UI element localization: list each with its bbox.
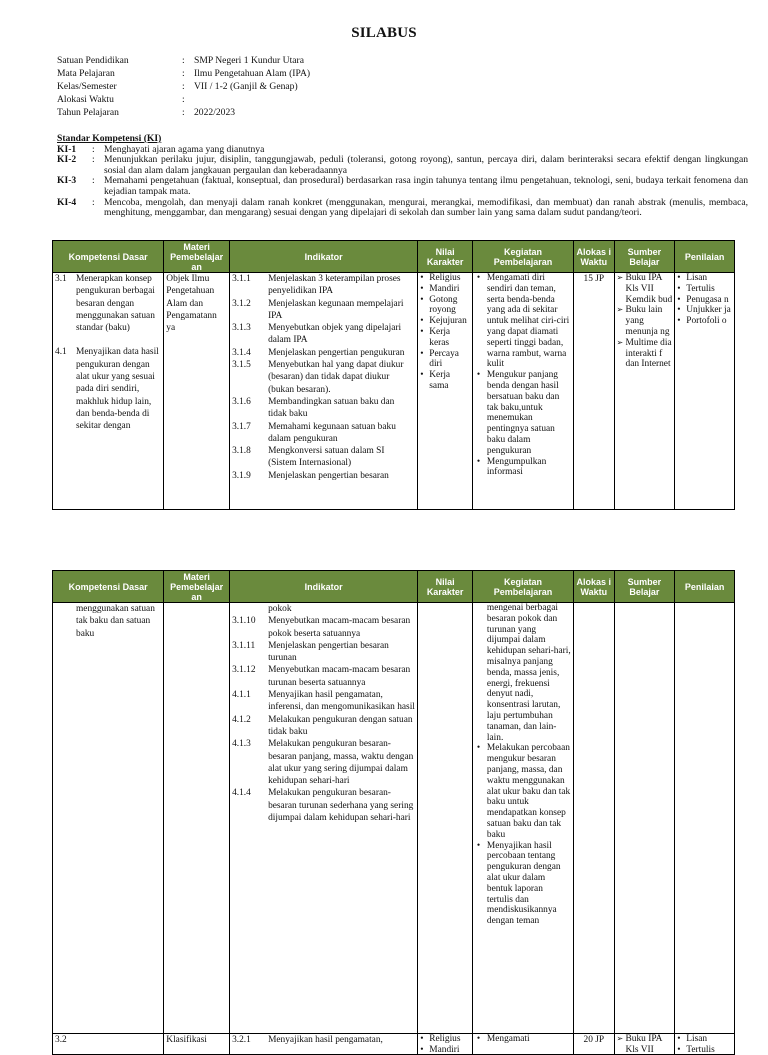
- penilaian-item: • Lisan: [677, 1034, 732, 1045]
- ki-item: KI-1 : Menghayati ajaran agama yang dianutnya: [57, 145, 748, 156]
- ki-section: [57, 134, 748, 219]
- indikator-item: 3.1.7 Memahami kegunaan satuan baku dalam pengukuran: [232, 421, 396, 444]
- nilai-cell: [418, 1034, 473, 1055]
- info-row: Mata Pelajaran : Ilmu Pengetahuan Alam (IPA): [57, 68, 311, 80]
- alokasi-cell: 15 JP: [574, 273, 614, 510]
- indikator-item: 4.1.1 Menyajikan hasil pengamatan, inferensi, dan mengomunikasikan hasil: [232, 690, 415, 713]
- info-value: 2022/2023: [194, 107, 236, 119]
- indikator-continuation: pokok: [268, 604, 292, 614]
- syllabus-table-2: [52, 570, 735, 1055]
- nilai-cell: [418, 273, 473, 510]
- indikator-item: 3.1.6 Membandingkan satuan baku dan tidak baku: [232, 396, 395, 420]
- sumber-cell: [614, 603, 675, 1034]
- indikator-item: 3.1.3 Menyebutkan objek yang dipelajari dalam IPA: [232, 323, 402, 346]
- kegiatan-cell: [472, 1034, 573, 1055]
- header-kegiatan: Kegiatan Pembelajaran: [472, 241, 573, 273]
- kd-cell: menggunakan satuan tak baku dan satuan baku: [53, 603, 164, 1034]
- info-value: VII / 1-2 (Ganjil & Genap): [194, 81, 298, 93]
- ki-text: Menghayati ajaran agama yang dianutnya: [104, 143, 265, 155]
- indikator-item: 4.1.4 Melakukan pengukuran besaran-besaran turunan sederhana yang sering dijumpai dalam kehidupan sehari-hari: [232, 788, 414, 824]
- header-kompetensi-dasar: Kompetensi Dasar: [53, 571, 164, 603]
- info-row: Tahun Pelajaran : 2022/2023: [57, 107, 236, 119]
- identity-block: [57, 54, 310, 119]
- info-row: Satuan Pendidikan : SMP Negeri 1 Kundur Utara: [57, 55, 304, 66]
- ki-code: KI-3: [57, 175, 77, 187]
- materi-cell: Objek Ilmu Pengetahuan Alam dan Pengamatann ya: [164, 273, 230, 510]
- indikator-item: 4.1.3 Melakukan pengukuran besaran-besaran panjang, massa, waktu dengan alat ukur yang sering dijumpai dalam kehidupan sehari-hari: [232, 739, 414, 787]
- info-label: Mata Pelajaran: [57, 68, 115, 80]
- sumber-item: ➢ Buku IPA Kls VII Kemdik bud: [617, 273, 673, 305]
- indikator-item: 3.1.1 Menjelaskan 3 keterampilan proses penyelidikan IPA: [232, 274, 401, 297]
- indikator-item: 3.1.10 Menyebutkan macam-macam besaran pokok beserta satuannya: [232, 616, 411, 639]
- sumber-item: ➢ Multime dia interakti f dan Internet: [617, 338, 673, 370]
- sumber-cell: [614, 1034, 675, 1055]
- nilai-item: • Gotong royong: [420, 295, 470, 317]
- table-header-row: [53, 571, 735, 603]
- penilaian-item: • Portofoli o: [677, 316, 732, 327]
- syllabus-table-1: [52, 240, 735, 510]
- indikator-item: 4.1.2 Melakukan pengukuran dengan satuan tidak baku: [232, 714, 413, 737]
- penilaian-item: • Unjukker ja: [677, 305, 732, 316]
- indikator-item: 3.1.5 Menyebutkan hal yang dapat diukur (besaran) dan tidak dapat diukur (bukan besaran).: [232, 360, 404, 395]
- header-nilai-karakter: Nilai Karakter: [418, 571, 473, 603]
- info-row: Alokasi Waktu :: [57, 94, 185, 106]
- alokasi-cell: [574, 603, 614, 1034]
- indikator-item: 3.2.1 Menyajikan hasil pengamatan,: [232, 1035, 383, 1045]
- kd-item: 3.1 Menerapkan konsep pengukuran berbagai besaran dengan menggunakan satuan standar (baku): [55, 274, 155, 334]
- ki-heading: Standar Kompetensi (KI): [57, 133, 162, 144]
- header-materi: Materi Pemebelajar an: [164, 241, 230, 273]
- ki-item: KI-2 : Menunjukkan perilaku jujur, disiplin, tanggungjawab, peduli (toleransi, gotong royong), santun, percaya diri, dalam berinteraksi secara efektif dengan lingkungan sosial dan alam dalam jangkauan pergaulan dan keberadaannya: [57, 154, 748, 176]
- materi-cell: Klasifikasi: [164, 1034, 230, 1055]
- info-value: Ilmu Pengetahuan Alam (IPA): [194, 68, 311, 80]
- info-label: Alokasi Waktu: [57, 94, 114, 106]
- info-label: Satuan Pendidikan: [57, 55, 129, 66]
- nilai-item: • Percaya diri: [420, 349, 470, 371]
- info-label: Tahun Pelajaran: [57, 107, 119, 119]
- kegiatan-continuation: mengenai berbagai besaran pokok dan turunan yang dijumpai dalam kehidupan sehari-hari, misalnya panjang benda, massa jenis, energi, frekuensi denyut nadi, konsentrasi larutan, laju pertumbuhan tanaman, dan lain-lain.: [486, 603, 571, 743]
- ki-item: KI-3 : Memahami pengetahuan (faktual, konseptual, dan prosedural) berdasarkan rasa ingin tahunya tentang ilmu pengetahuan, teknologi, seni, budaya terkait fenomena dan kejadian tampak mata.: [57, 175, 748, 197]
- header-kompetensi-dasar: Kompetensi Dasar: [53, 241, 164, 273]
- nilai-item: • Kerja sama: [420, 370, 470, 392]
- kegiatan-cell: [472, 273, 573, 510]
- penilaian-item: • Tertulis: [677, 1045, 732, 1054]
- kegiatan-item: • Mengamati: [475, 1034, 571, 1045]
- penilaian-cell: [675, 1034, 735, 1055]
- indikator-item: 3.1.12 Menyebutkan macam-macam besaran turunan beserta satuannya: [232, 665, 411, 688]
- nilai-item: • Kerja keras: [420, 327, 470, 349]
- nilai-item: • Religius: [420, 273, 470, 284]
- indikator-item: 3.1.11 Menjelaskan pengertian besaran turunan: [232, 640, 389, 664]
- indikator-item: 3.1.4 Menjelaskan pengertian pengukuran: [232, 347, 405, 358]
- ki-item: KI-4 : Mencoba, mengolah, dan menyaji dalam ranah konkret (menggunakan, mengurai, merangkai, memodifikasi, dan membuat) dan ranah abstrak (menulis, membaca, menghitung, menggambar, dan mengarang) sesuai dengan yang dipelajari di sekolah dan sumber lain yang sama dalam sudut pandang/teori.: [57, 196, 748, 219]
- page-title: SILABUS: [351, 25, 417, 41]
- info-label: Kelas/Semester: [57, 81, 117, 93]
- info-row: Kelas/Semester : VII / 1-2 (Ganjil & Genap): [57, 81, 298, 93]
- kegiatan-item: • Mengamati diri sendiri dan teman, serta benda-benda yang ada di sekitar untuk melihat ciri-ciri yang dapat diamati seperti tinggi badan, warna rambut, warna kulit: [475, 273, 571, 370]
- header-kegiatan: Kegiatan Pembelajaran: [472, 571, 573, 603]
- penilaian-cell: [675, 603, 735, 1034]
- kd-cell: 3.2: [53, 1034, 164, 1055]
- kegiatan-item: • Mengumpulkan informasi: [475, 457, 571, 479]
- kegiatan-item: • Mengukur panjang benda dengan hasil bersatuan baku dan tak baku,untuk menemukan pentingnya satuan baku dalam pengukuran: [475, 370, 571, 456]
- penilaian-item: • Penugasa n: [677, 295, 732, 306]
- header-alokasi: Alokas i Waktu: [574, 571, 614, 603]
- sumber-cell: [614, 273, 675, 510]
- nilai-item: • Kejujuran: [420, 316, 470, 327]
- ki-text: Menunjukkan perilaku jujur, disiplin, tanggungjawab, peduli (toleransi, gotong royong), santun, percaya diri, dalam berinteraksi secara efektif dengan lingkungan sosial dan alam dalam jangkauan pergaulan dan keberadaannya: [104, 154, 748, 176]
- materi-cell: [164, 603, 230, 1034]
- header-alokasi: Alokas i Waktu: [574, 241, 614, 273]
- info-value: SMP Negeri 1 Kundur Utara: [194, 55, 304, 66]
- kegiatan-cell: [472, 603, 573, 1034]
- sumber-item: ➢ Buku IPA Kls VII: [617, 1034, 673, 1054]
- indikator-cell: [230, 273, 418, 510]
- header-sumber: Sumber Belajar: [614, 241, 675, 273]
- penilaian-item: • Lisan: [677, 273, 732, 284]
- kd-item: 4.1 Menyajikan data hasil pengukuran dengan alat ukur yang sesuai pada diri sendiri, makhluk hidup lain, dan benda-benda di sekitar dengan: [55, 347, 159, 432]
- header-sumber: Sumber Belajar: [614, 571, 675, 603]
- header-materi: Materi Pemebelajar an: [164, 571, 230, 603]
- penilaian-item: • Tertulis: [677, 284, 732, 295]
- kd-cell: [53, 273, 164, 510]
- table-row: [53, 1034, 735, 1055]
- kegiatan-item: • Menyajikan hasil percobaan tentang pengukuran dengan alat ukur dalam bentuk laporan tertulis dan mendiskusikannya dengan teman: [475, 841, 571, 927]
- ki-code: KI-4: [57, 196, 77, 208]
- indikator-item: 3.1.9 Menjelaskan pengertian besaran: [232, 470, 389, 481]
- alokasi-cell: 20 JP: [574, 1034, 614, 1055]
- table-header-row: [53, 241, 735, 273]
- ki-code: KI-1: [57, 143, 77, 155]
- header-indikator: Indikator: [230, 571, 418, 603]
- header-penilaian: Penilaian: [675, 571, 735, 603]
- ki-text: Mencoba, mengolah, dan menyaji dalam ranah konkret (menggunakan, mengurai, merangkai, memodifikasi, dan membuat) dan ranah abstrak (menulis, membaca, menghitung, menggambar, dan mengarang) sesuai dengan yang dipelajari di sekolah dan sumber lain yang sama dalam sudut pandang/teori.: [104, 196, 748, 219]
- indikator-item: 3.1.8 Mengkonversi satuan dalam SI (Sistem Internasional): [232, 446, 385, 469]
- sumber-item: ➢ Buku lain yang menunja ng: [617, 305, 673, 337]
- ki-text: Memahami pengetahuan (faktual, konseptual, dan prosedural) berdasarkan rasa ingin tahunya tentang ilmu pengetahuan, teknologi, seni, budaya terkait fenomena dan kejadian tampak mata.: [104, 175, 748, 197]
- nilai-item: • Mandiri: [420, 284, 470, 295]
- table-row: [53, 603, 735, 1034]
- header-nilai-karakter: Nilai Karakter: [418, 241, 473, 273]
- indikator-cell: [230, 603, 418, 1034]
- penilaian-cell: [675, 273, 735, 510]
- kegiatan-item: • Melakukan percobaan mengukur besaran panjang, massa, dan waktu menggunakan alat ukur baku dan tak baku untuk mendapatkan konsep satuan baku dan tak baku: [475, 743, 571, 840]
- nilai-item: • Religius: [420, 1034, 470, 1045]
- header-indikator: Indikator: [230, 241, 418, 273]
- table-row: [53, 273, 735, 510]
- header-penilaian: Penilaian: [675, 241, 735, 273]
- nilai-item: • Mandiri: [420, 1045, 470, 1054]
- indikator-item: 3.1.2 Menjelaskan kegunaan mempelajari IPA: [232, 298, 404, 321]
- ki-code: KI-2: [57, 154, 77, 166]
- indikator-cell: [230, 1034, 418, 1055]
- nilai-cell: [418, 603, 473, 1034]
